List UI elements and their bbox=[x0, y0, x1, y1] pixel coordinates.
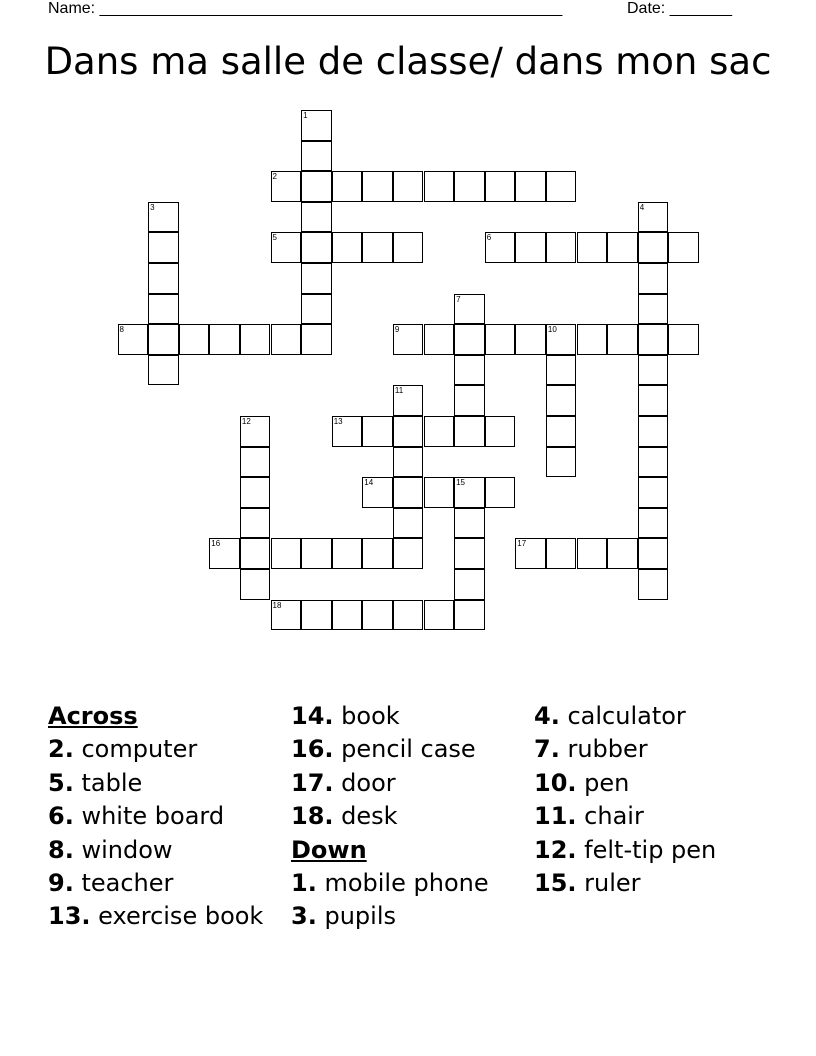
cell-number: 15 bbox=[456, 478, 465, 488]
crossword-cell[interactable] bbox=[577, 232, 608, 263]
crossword-cell[interactable] bbox=[301, 171, 332, 202]
clue-column-3 bbox=[534, 700, 716, 900]
crossword-cell[interactable] bbox=[454, 324, 485, 355]
crossword-cell[interactable] bbox=[638, 538, 669, 569]
clue-number: 6. bbox=[48, 802, 74, 831]
crossword-cell[interactable] bbox=[485, 324, 516, 355]
clue-number: 13. bbox=[48, 902, 91, 931]
clue-text: rubber bbox=[567, 735, 648, 764]
crossword-cell[interactable] bbox=[148, 202, 179, 233]
cell-number: 4 bbox=[639, 202, 645, 212]
crossword-cell[interactable] bbox=[240, 477, 271, 508]
crossword-cell[interactable] bbox=[638, 202, 669, 233]
clue-text: chair bbox=[584, 802, 644, 831]
crossword-cell[interactable] bbox=[362, 171, 393, 202]
crossword-cell[interactable] bbox=[393, 447, 424, 478]
cell-number: 6 bbox=[486, 233, 492, 243]
crossword-cell[interactable] bbox=[546, 416, 577, 447]
clue-number: 5. bbox=[48, 768, 74, 797]
clue-item bbox=[291, 700, 489, 733]
cell-number: 13 bbox=[333, 417, 343, 426]
clue-item bbox=[48, 767, 263, 800]
clue-column-2 bbox=[291, 700, 489, 934]
crossword-cell[interactable] bbox=[332, 416, 363, 447]
crossword-cell[interactable] bbox=[485, 477, 516, 508]
crossword-cell[interactable] bbox=[362, 232, 393, 263]
crossword-cell[interactable] bbox=[148, 355, 179, 386]
clue-item bbox=[291, 800, 489, 833]
crossword-cell[interactable] bbox=[454, 600, 485, 631]
crossword-cell[interactable] bbox=[301, 324, 332, 355]
clue-item bbox=[48, 800, 263, 833]
crossword-cell[interactable] bbox=[454, 385, 485, 416]
crossword-cell[interactable] bbox=[638, 447, 669, 478]
crossword-cell[interactable] bbox=[454, 538, 485, 569]
clue-item bbox=[291, 733, 489, 766]
clue-item bbox=[534, 867, 716, 900]
crossword-cell[interactable] bbox=[332, 538, 363, 569]
clue-number: 16. bbox=[291, 735, 334, 764]
crossword-cell[interactable] bbox=[454, 569, 485, 600]
crossword-cell[interactable] bbox=[454, 477, 485, 508]
crossword-cell[interactable] bbox=[362, 600, 393, 631]
clue-section-heading: Across bbox=[48, 702, 138, 730]
cell-number: 3 bbox=[150, 202, 155, 212]
clue-text: felt-tip pen bbox=[584, 835, 717, 864]
crossword-cell[interactable] bbox=[546, 385, 577, 416]
crossword-cell[interactable] bbox=[607, 538, 638, 569]
cell-number: 9 bbox=[394, 325, 400, 335]
clue-text: teacher bbox=[81, 868, 174, 897]
crossword-cell[interactable] bbox=[271, 171, 302, 202]
clue-number: 3. bbox=[291, 902, 317, 931]
crossword-cell[interactable] bbox=[332, 232, 363, 263]
crossword-cell[interactable] bbox=[638, 294, 669, 325]
crossword-cell[interactable] bbox=[454, 508, 485, 539]
cell-number: 18 bbox=[272, 600, 282, 610]
clue-number: 11. bbox=[534, 802, 577, 831]
page-title: Dans ma salle de classe/ dans mon sac bbox=[44, 40, 772, 83]
cell-number: 5 bbox=[272, 233, 277, 243]
crossword-cell[interactable] bbox=[668, 324, 699, 355]
crossword-cell[interactable] bbox=[515, 171, 546, 202]
crossword-cell[interactable] bbox=[301, 600, 332, 631]
crossword-cell[interactable] bbox=[362, 416, 393, 447]
crossword-cell[interactable] bbox=[301, 294, 332, 325]
crossword-cell[interactable] bbox=[577, 324, 608, 355]
crossword-cell[interactable] bbox=[393, 324, 424, 355]
clue-column-1 bbox=[48, 700, 263, 934]
cell-number: 12 bbox=[241, 417, 251, 426]
name-field-label: Name: ____________________________________________________ bbox=[48, 0, 563, 17]
crossword-cell[interactable] bbox=[393, 232, 424, 263]
clue-item bbox=[291, 900, 489, 933]
crossword-cell[interactable] bbox=[148, 263, 179, 294]
clue-text: white board bbox=[81, 802, 225, 831]
clue-text: desk bbox=[341, 802, 398, 831]
crossword-cell[interactable] bbox=[271, 232, 302, 263]
crossword-cell[interactable] bbox=[301, 263, 332, 294]
clue-item bbox=[534, 800, 716, 833]
crossword-cell[interactable] bbox=[209, 538, 240, 569]
crossword-cell[interactable] bbox=[485, 171, 516, 202]
clue-item bbox=[48, 733, 263, 766]
crossword-cell[interactable] bbox=[179, 324, 210, 355]
crossword-cell[interactable] bbox=[148, 324, 179, 355]
clue-text: window bbox=[81, 835, 173, 864]
crossword-cell[interactable] bbox=[638, 508, 669, 539]
crossword-cell[interactable] bbox=[148, 294, 179, 325]
crossword-cell[interactable] bbox=[271, 538, 302, 569]
clue-number: 14. bbox=[291, 702, 334, 730]
crossword-cell[interactable] bbox=[454, 416, 485, 447]
clue-number: 7. bbox=[534, 735, 560, 764]
clue-item bbox=[48, 834, 263, 867]
crossword-cell[interactable] bbox=[638, 232, 669, 263]
clue-text: exercise book bbox=[98, 902, 264, 931]
clue-list bbox=[0, 700, 816, 960]
cell-number: 8 bbox=[119, 325, 124, 335]
crossword-cell[interactable] bbox=[393, 600, 424, 631]
crossword-cell[interactable] bbox=[424, 600, 455, 631]
clue-number: 9. bbox=[48, 868, 74, 897]
crossword-cell[interactable] bbox=[301, 232, 332, 263]
crossword-cell[interactable] bbox=[393, 538, 424, 569]
crossword-cell[interactable] bbox=[515, 324, 546, 355]
clue-text: book bbox=[341, 702, 400, 730]
crossword-cell[interactable] bbox=[638, 263, 669, 294]
clue-item bbox=[48, 867, 263, 900]
crossword-cell[interactable] bbox=[546, 538, 577, 569]
crossword-cell[interactable] bbox=[577, 538, 608, 569]
clue-number: 8. bbox=[48, 835, 74, 864]
crossword-cell[interactable] bbox=[301, 202, 332, 233]
crossword-cell[interactable] bbox=[148, 232, 179, 263]
crossword-cell[interactable] bbox=[118, 324, 149, 355]
clue-item bbox=[534, 767, 716, 800]
cell-number: 10 bbox=[547, 325, 557, 335]
crossword-cell[interactable] bbox=[638, 355, 669, 386]
clue-number: 1. bbox=[291, 868, 317, 897]
crossword-cell[interactable] bbox=[424, 477, 455, 508]
crossword-cell[interactable] bbox=[638, 416, 669, 447]
crossword-cell[interactable] bbox=[240, 538, 271, 569]
crossword-cell[interactable] bbox=[638, 477, 669, 508]
crossword-cell[interactable] bbox=[301, 538, 332, 569]
crossword-cell[interactable] bbox=[393, 508, 424, 539]
crossword-cell[interactable] bbox=[393, 416, 424, 447]
crossword-cell[interactable] bbox=[607, 232, 638, 263]
cell-number: 7 bbox=[456, 294, 461, 304]
clue-item bbox=[534, 834, 716, 867]
crossword-cell[interactable] bbox=[271, 324, 302, 355]
crossword-cell[interactable] bbox=[209, 324, 240, 355]
clue-number: 10. bbox=[534, 768, 577, 797]
crossword-cell[interactable] bbox=[638, 385, 669, 416]
clue-item bbox=[48, 900, 263, 933]
crossword-cell[interactable] bbox=[607, 324, 638, 355]
crossword-cell[interactable] bbox=[638, 569, 669, 600]
clue-text: pencil case bbox=[341, 735, 476, 764]
crossword-cell[interactable] bbox=[454, 171, 485, 202]
clue-text: pen bbox=[584, 768, 630, 797]
crossword-cell[interactable] bbox=[240, 508, 271, 539]
cell-number: 17 bbox=[517, 539, 527, 549]
clue-text: calculator bbox=[567, 702, 686, 730]
crossword-cell[interactable] bbox=[393, 477, 424, 508]
clue-text: ruler bbox=[584, 868, 641, 897]
crossword-cell[interactable] bbox=[546, 171, 577, 202]
crossword-cell[interactable] bbox=[424, 171, 455, 202]
crossword-cell[interactable] bbox=[454, 355, 485, 386]
crossword-cell[interactable] bbox=[546, 447, 577, 478]
crossword-cell[interactable] bbox=[546, 324, 577, 355]
crossword-cell[interactable] bbox=[332, 171, 363, 202]
clue-text: door bbox=[341, 768, 396, 797]
crossword-cell[interactable] bbox=[362, 477, 393, 508]
clue-text: pupils bbox=[324, 902, 396, 931]
crossword-cell[interactable] bbox=[393, 171, 424, 202]
crossword-cell[interactable] bbox=[638, 324, 669, 355]
clue-text: computer bbox=[81, 735, 198, 764]
crossword-cell[interactable] bbox=[515, 232, 546, 263]
crossword-cell[interactable] bbox=[546, 355, 577, 386]
crossword-cell[interactable] bbox=[240, 569, 271, 600]
crossword-cell[interactable] bbox=[362, 538, 393, 569]
clue-text: table bbox=[81, 768, 143, 797]
clue-number: 2. bbox=[48, 735, 74, 764]
crossword-cell[interactable] bbox=[301, 141, 332, 172]
crossword-cell[interactable] bbox=[424, 416, 455, 447]
crossword-cell[interactable] bbox=[424, 324, 455, 355]
crossword-cell[interactable] bbox=[332, 600, 363, 631]
clue-section-heading: Down bbox=[291, 835, 367, 864]
clue-number: 12. bbox=[534, 835, 577, 864]
clue-number: 18. bbox=[291, 802, 334, 831]
crossword-cell[interactable] bbox=[668, 232, 699, 263]
crossword-cell[interactable] bbox=[240, 324, 271, 355]
cell-number: 1 bbox=[303, 111, 308, 120]
crossword-cell[interactable] bbox=[240, 416, 271, 447]
crossword-cell[interactable] bbox=[485, 232, 516, 263]
crossword-cell[interactable] bbox=[485, 416, 516, 447]
crossword-cell[interactable] bbox=[546, 232, 577, 263]
crossword-cell[interactable] bbox=[240, 447, 271, 478]
crossword-cell[interactable] bbox=[515, 538, 546, 569]
clue-number: 15. bbox=[534, 868, 577, 897]
crossword-cell[interactable] bbox=[454, 294, 485, 325]
clue-item bbox=[534, 733, 716, 766]
cell-number: 14 bbox=[364, 478, 374, 488]
crossword-cell[interactable] bbox=[301, 110, 332, 141]
clue-text: mobile phone bbox=[324, 868, 489, 897]
clue-number: 17. bbox=[291, 768, 334, 797]
clue-number: 4. bbox=[534, 702, 560, 730]
crossword-cell[interactable] bbox=[271, 600, 302, 631]
crossword-cell[interactable] bbox=[393, 385, 424, 416]
clue-item bbox=[291, 767, 489, 800]
cell-number: 2 bbox=[272, 172, 277, 182]
cell-number: 16 bbox=[211, 539, 221, 549]
date-field-label: Date: _______ bbox=[627, 0, 732, 17]
cell-number: 11 bbox=[394, 386, 404, 396]
clue-item bbox=[291, 867, 489, 900]
clue-item bbox=[534, 700, 716, 733]
